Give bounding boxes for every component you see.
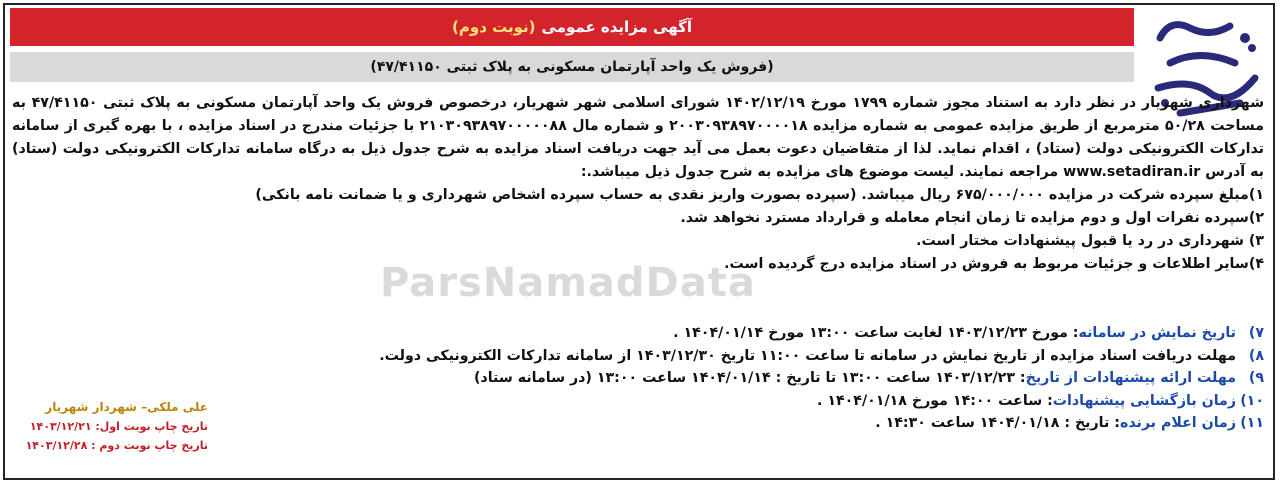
notice-title: آگهی مزایده عمومی <box>541 18 692 36</box>
schedule-number: ۱۱) <box>1240 415 1264 431</box>
notice-subtitle: (فروش یک واحد آپارتمان مسکونی به پلاک ثبتی ۴۷/۴۱۱۵۰) <box>10 52 1134 82</box>
first-print-date: تاریخ چاپ نوبت اول: ۱۴۰۳/۱۲/۲۱ <box>29 420 208 433</box>
schedule-label: تاریخ نمایش در سامانه <box>1078 325 1236 341</box>
schedule-value: : ساعت ۱۴:۰۰ مورخ ۱۴۰۴/۰۱/۱۸ . <box>816 392 1053 409</box>
schedule-number: ۸) <box>1248 347 1264 364</box>
schedule-number: ۱۰) <box>1240 392 1264 409</box>
intro-paragraph: شهرداری شهریار در نظر دارد به استناد مجوز شماره ۱۷۹۹ مورخ ۱۴۰۲/۱۲/۱۹ شورای اسلامی شهر شهریار، درخصوص فروش یک واحد آپارتمان مسکونی به پلاک ثبتی ۴۷/۴۱۱۵۰ به مساحت ۵۰/۲۸ مترمربع از طریق مزایده عمومی به شماره مزایده ۲۰۰۳۰۹۳۸۹۷۰۰۰۰۱۸ و شماره مال ۲۱۰۳۰۹۳۸۹۷۰۰۰۰۰۸۸ با جزئیات مندرج در اسناد مزایده ، با بهره گیری از سامانه تدارکات الکترونیکی دولت (ستاد) ، اقدام نماید. لذا از متقاضیان دعوت بعمل می آید جهت دریافت اسناد مزایده به شرح جدول ذیل به درگاه سامانه تدارکات الکترونیکی دولت (ستاد) به آدرس www.setadiran.ir مراجعه نمایند. لیست موضوع های مزایده به شرح جدول ذیل میباشد.: <box>12 95 1265 180</box>
signature-block <box>18 398 208 455</box>
schedule-label: زمان بازگشایی پیشنهادات <box>1052 392 1236 409</box>
second-print-date: تاریخ چاپ نوبت دوم : ۱۴۰۳/۱۲/۲۸ <box>25 439 208 452</box>
schedule-row <box>220 322 1264 345</box>
list-item: ۴)سایر اطلاعات و جزئیات مربوط به فروش در اسناد مزایده درج گردیده است. <box>724 256 1264 272</box>
notice-header <box>10 8 1134 46</box>
watermark-text: ParsNamadData <box>380 260 756 306</box>
schedule-row <box>220 367 1264 390</box>
schedule-value: : ۱۴۰۳/۱۲/۲۳ ساعت ۱۳:۰۰ تا تاریخ : ۱۴۰۴/۰۱/۱۴ ساعت ۱۳:۰۰ (در سامانه ستاد) <box>473 370 1026 386</box>
notice-body <box>12 92 1264 276</box>
schedule-value: : تاریخ : ۱۴۰۴/۰۱/۱۸ ساعت ۱۴:۳۰ . <box>875 415 1120 431</box>
schedule-row <box>220 390 1264 413</box>
schedule-number: ۹) <box>1248 370 1264 386</box>
schedule-value: مهلت دریافت اسناد مزایده از تاریخ نمایش در سامانه تا ساعت ۱۱:۰۰ تاریخ ۱۴۰۳/۱۲/۳۰ از سامانه تدارکات الکترونیکی دولت. <box>379 347 1236 364</box>
list-item: ۲)سپرده نفرات اول و دوم مزایده تا زمان انجام معامله و قرارداد مسترد نخواهد شد. <box>680 210 1264 226</box>
schedule-value: : مورخ ۱۴۰۳/۱۲/۲۳ لغایت ساعت ۱۳:۰۰ مورخ ۱۴۰۴/۰۱/۱۴ . <box>673 325 1079 341</box>
schedule-list <box>220 322 1264 435</box>
notice-round: (نوبت دوم) <box>452 18 536 36</box>
schedule-number: ۷) <box>1248 325 1264 341</box>
schedule-label: زمان اعلام برنده <box>1119 415 1236 431</box>
list-item: ۳) شهرداری در رد یا قبول پیشنهادات مختار است. <box>916 233 1264 249</box>
schedule-label: مهلت ارائه پیشنهادات از تاریخ <box>1025 370 1236 386</box>
schedule-row <box>220 345 1264 368</box>
signatory-name: علی ملکی– شهردار شهریار <box>45 400 208 414</box>
list-item: ۱)مبلغ سپرده شرکت در مزایده ۶۷۵/۰۰۰/۰۰۰ ریال میباشد. (سپرده بصورت واریز نقدی به حساب سپرده اشخاص شهرداری و یا ضمانت نامه بانکی) <box>255 187 1264 203</box>
schedule-row <box>220 412 1264 435</box>
